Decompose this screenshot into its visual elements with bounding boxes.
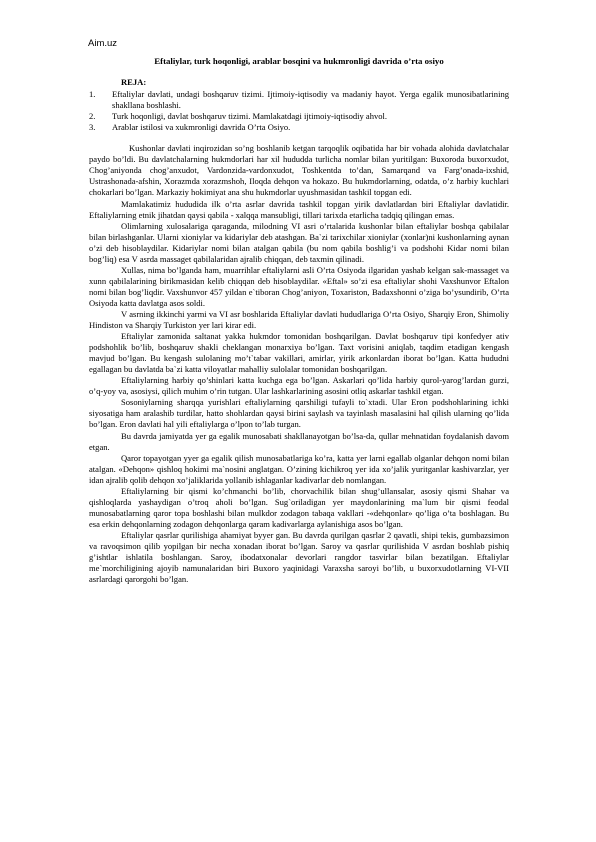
paragraph: Eftaliylar qasrlar qurilishiga ahamiyat byyer gan. Bu davrda qurilgan qasrlar 2 qavatli, shipi tekis, gumbazsimon va ravoqsimon qilib yopilgan bir necha xonadan iborat bo’lgan. Saroy va qasrlar qurilishida V asrdan boshlab pishiq g’ishtlar ishlatila boshlangan. Saroy, ibodatxonalar devorlari rangdor tasvirlar bilan bezatilgan. Eftaliylar me`morchiligining ajoyib namunalaridan biri Buxoro yaqinidagi Varaxsha saroyi bo’lib, u buxorxudotlarning VI-VII asrlardagi qarorgohi bo’lgan. [89,529,509,585]
paragraph: Sosoniylarning sharqqa yurishlari eftaliylarning qarshiligi tufayli to`xtadi. Ular Eron podshohlarining ichki siyosatiga ham aralashib turdilar, hatto shohlardan qaysi birini saylash va tayinlash masalasini hal qilish ularning qo’lida bo’lgan. Eron davlati hal yili eftaliylarga o’lpon to’lab turgan. [89,397,509,430]
paragraph: Mamlakatimiz hududida ilk o’rta asrlar davrida tashkil topgan yirik davlatlardan biri Eftaliylar davlatidir. Eftaliylarning etnik jihatdan qaysi qabila - xalqqa mansubligi, tillari tarixda etarlicha tadqiq qilingan emas. [89,198,509,220]
plan-item-text: Arablar istilosi va xukmronligi davrida O’rta Osiyo. [112,122,291,133]
plan-item [89,89,509,111]
document-title: Eftaliylar, turk hoqonligi, arablar bosqini va hukmronligi davrida o’rta osiyo [154,56,444,66]
plan-item-number: 3. [89,122,96,133]
plan-list [89,89,509,133]
paragraph: Eftaliylarning harbiy qo’shinlari katta kuchga ega bo’lgan. Askarlari qo’lida harbiy qurol-yarog’lardan gurzi, o’q-yoy va, asosiysi, qilich muhim o’rin tutgan. Ular lashkarlarining asosini otliq askarlar tashkil etgan. [89,375,509,397]
plan-item-number: 2. [89,111,96,122]
site-name: Aim.uz [88,38,118,49]
paragraph: Qaror topayotgan yyer ga egalik qilish munosabatlariga ko’ra, katta yer larni egallab olganlar dehqon nomi bilan atalgan. «Dehqon» qishloq hokimi ma`nosini anglatgan. O’zining kichikroq yer ida xo’jalik yuritganlar kashivarzlar, yer idan ajralib qolib dehqon xo’jaliklarida yollanib ishlaganlar kadivarlar deb nomlangan. [89,452,509,485]
paragraph: V asrning ikkinchi yarmi va VI asr boshlarida Eftaliylar davlati hududlariga O’rta Osiyo, Sharqiy Eron, Shimoliy Hindiston va Sharqiy Turkiston yer lari kirar edi. [89,308,509,331]
paragraph: Kushonlar davlati inqirozidan so’ng boshlanib ketgan tarqoqlik oqibatida har bir vohada alohida davlatchalar paydo bo’ldi. Bu davlatchalarning hukmdorlari har xil hududda turlicha nomlar bilan yuritilgan: Buxoroda buxorxudot, Chog’aniyonda chog’anxudot, Vardonzida-vardonxudot, Toshkentda to’dan, Samarqand va Farg’onada-ixshid, Ustrashonada-afshin, Xorazmda xorazmshoh, Iloqda dehqon va hokazo. Bu hukmdorlarning, odatda, o’z harbiy kuchlari chokarlari bo’lgan. Markaziy hokimiyat ana shu hukmdorlar uyushmasidan tashkil topgan edi. [89,143,509,198]
paragraph: Olimlarning xulosalariga qaraganda, milodning VI asri o’rtalarida kushonlar bilan eftaliylar boshqa qabilalar bilan birlashganlar. Ularni xioniylar va kidariylar deb atashgan. Ba`zi tarixchilar xioniylar (xonlar)ni kushonlarning aynan o’zi deb hisoblaydilar. Kidariylar nomi bilan atalgan qabila (bu nom qabila boshlig’i va podshohi Kidar nomi bilan bog’liq) esa V asrda massaget qabilalaridan ajralib chiqqan, deb taxmin qilinadi. [89,220,509,264]
document-body [89,56,509,585]
paragraph: Xullas, nima bo’lganda ham, muarrihlar eftaliylarni asli O’rta Osiyoda ilgaridan yashab kelgan sak-massaget va xunn qabilalarining birikmasidan kelib chiqqan deb hisoblaydilar. «Eftal» so’zi esa eftaliylar shohi Vaxshunvor Eftalon nomi bilan bog’liqdir. Vaxshunvor 457 yildan e`tiboran Chog’aniyon, Toxariston, Badaxshonni o’ziga bo’ysundirib, O’rta Osiyoda katta davlatga asos soldi. [89,264,509,308]
paragraph: Eftaliylarning bir qismi ko’chmanchi bo’lib, chorvachilik bilan shug’ullansalar, asosiy qismi Shahar va qishloqlarda yashaydigan o’troq aholi bo’lgan. Sug`oriladigan yer maydonlarining ma`lum bir qismi feodal munosabatlarning qaror topa boshlashi bilan mulkdor zodagon tabaqa vakllari -«dehqonlar» qo’liga o’ta boshlagan. Bu esa erkin dehqonlarning zodagon dehqonlarga qaram kadivarlarga aylanishiga asos bo’lgan. [89,485,509,529]
paragraph: Bu davrda jamiyatda yer ga egalik munosabati shakllanayotgan bo’lsa-da, qullar mehnatidan foydalanish davom etgan. [89,430,509,452]
plan-item-text: Eftaliylar davlati, undagi boshqaruv tizimi. Ijtimoiy-iqtisodiy va madaniy hayot. Yerga egalik munosibatlarining shakllana boshlashi. [112,89,509,111]
plan-item-text: Turk hoqonligi, davlat boshqaruv tizimi. Mamlakatdagi ijtimoiy-iqtisodiy ahvol. [112,111,388,122]
plan-item-number: 1. [89,89,96,100]
paragraph: Eftaliylar zamonida saltanat yakka hukmdor tomonidan boshqarilgan. Davlat boshqaruv tipi konfedyer ativ podshohlik bo’lib, boshqaruv shakli cheklangan monarxiya bo’lgan. Taxt vorisini aniqlab, taqdim etadigan kengash mavjud bo’lgan. Bu kengash sulolaning mo’t`tabar vakillari, amirlar, yirik arkonlardan iborat bo’lgan. Katta hududni egallagan bu davlatda ba`zi katta viloyatlar mahalliy sulolalar tomonidan boshqarilgan. [89,331,509,375]
plan-item [89,122,509,133]
plan-heading: REJA: [121,77,147,88]
plan-item [89,111,509,122]
